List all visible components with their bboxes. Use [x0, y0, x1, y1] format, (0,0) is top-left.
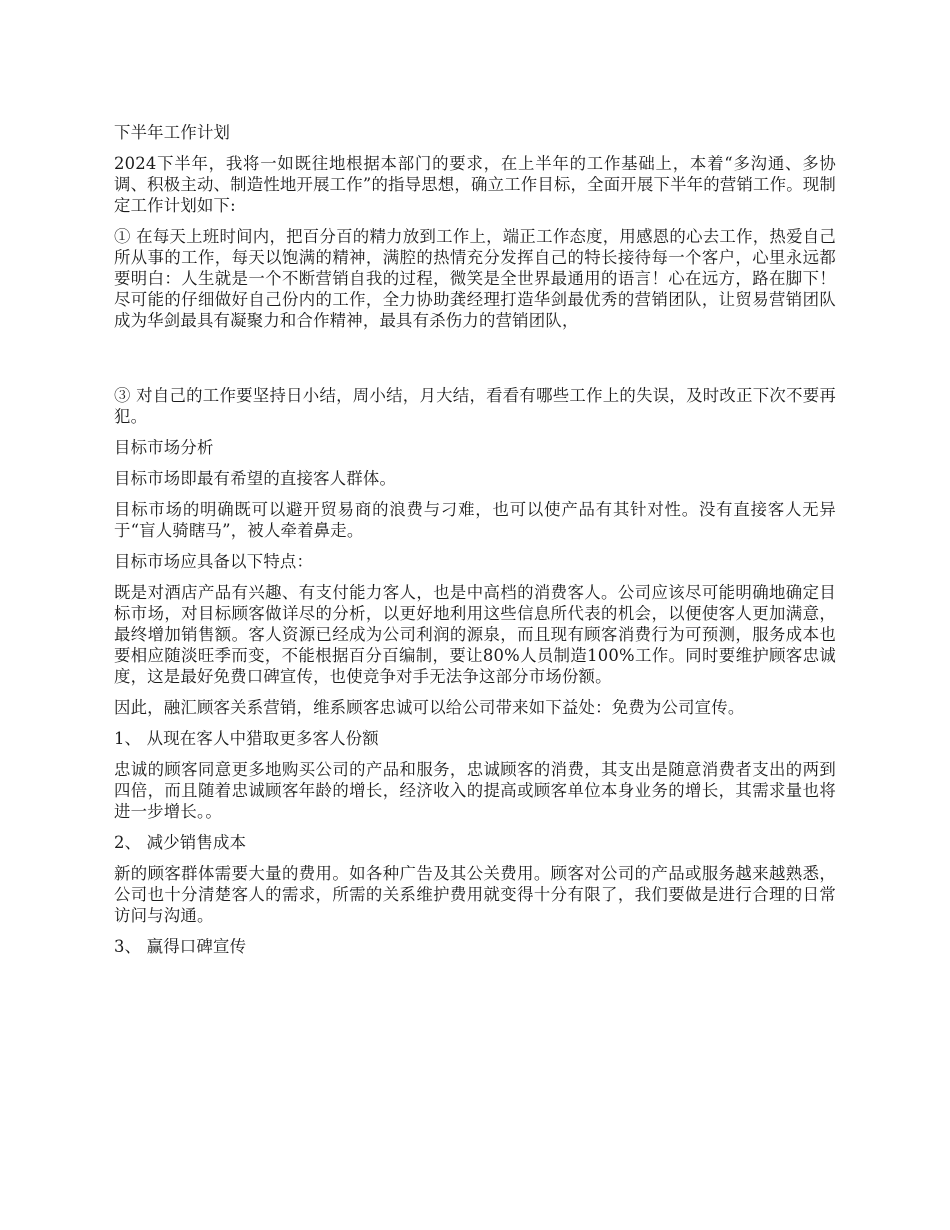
point-2-heading: 2、 减少销售成本 [114, 833, 247, 852]
document-page [114, 122, 836, 967]
point-1-body: 忠诚的顾客同意更多地购买公司的产品和服务，忠诚顾客的消费，其支出是随意消费者支出的两到四倍，而且随着忠诚顾客年龄的增长，经济收入的提高或顾客单位本身业务的增长，其需求量也将进一步增长。。 [114, 760, 836, 821]
plan-item-1: ① 在每天上班时间内，把百分百的精力放到工作上，端正工作态度，用感恩的心去工作，热爱自己所从事的工作，每天以饱满的精神，满腔的热情充分发挥自己的特长接待每一个客户，心里永远都要明白：人生就是一个不断营销自我的过程，微笑是全世界最通用的语言！心在远方，路在脚下！尽可能的仔细做好自己份内的工作，全力协助龚经理打造华剑最优秀的营销团队，让贸易营销团队成为华剑最具有凝聚力和合作精神，最具有杀伤力的营销团队， [114, 227, 836, 330]
point-3-heading: 3、 赢得口碑宣传 [114, 937, 247, 956]
market-analysis-heading: 目标市场分析 [114, 438, 214, 457]
market-definition: 目标市场即最有希望的直接客人群体。 [114, 469, 397, 488]
intro-paragraph: 2024下半年，我将一如既往地根据本部门的要求，在上半年的工作基础上，本着“多沟通、多协调、积极主动、制造性地开展工作”的指导思想，确立工作目标，全面开展下半年的营销工作。现制定工作计划如下: [114, 154, 836, 215]
plan-item-3: ③ 对自己的工作要坚持日小结，周小结，月大结，看看有哪些工作上的失误，及时改正下次不要再犯。 [114, 386, 836, 426]
blank-gap [114, 341, 836, 385]
document-title: 下半年工作计划 [114, 123, 231, 142]
market-features-heading: 目标市场应具备以下特点： [114, 552, 314, 571]
market-features-paragraph: 既是对酒店产品有兴趣、有支付能力客人，也是中高档的消费客人。公司应该尽可能明确地确定目标市场，对目标顾客做详尽的分析，以更好地利用这些信息所代表的机会，以便使客人更加满意，最终增加销售额。客人资源已经成为公司利润的源泉，而且现有顾客消费行为可预测，服务成本也要相应随淡旺季而变，不能根据百分百编制，要让80%人员制造100%工作。同时要维护顾客忠诚度，这是最好免费口碑宣传，也使竞争对手无法争这部分市场份额。 [114, 583, 836, 686]
loyalty-intro-paragraph: 因此，融汇顾客关系营销，维系顾客忠诚可以给公司带来如下益处：免费为公司宣传。 [114, 698, 745, 717]
point-2-body: 新的顾客群体需要大量的费用。如各种广告及其公关费用。顾客对公司的产品或服务越来越熟悉，公司也十分清楚客人的需求，所需的关系维护费用就变得十分有限了，我们要做是进行合理的日常访问与沟通。 [114, 864, 836, 925]
market-benefit-paragraph: 目标市场的明确既可以避开贸易商的浪费与刁难，也可以使产品有其针对性。没有直接客人无异于“盲人骑瞎马”，被人牵着鼻走。 [114, 500, 836, 540]
point-1-heading: 1、 从现在客人中猎取更多客人份额 [114, 729, 379, 748]
